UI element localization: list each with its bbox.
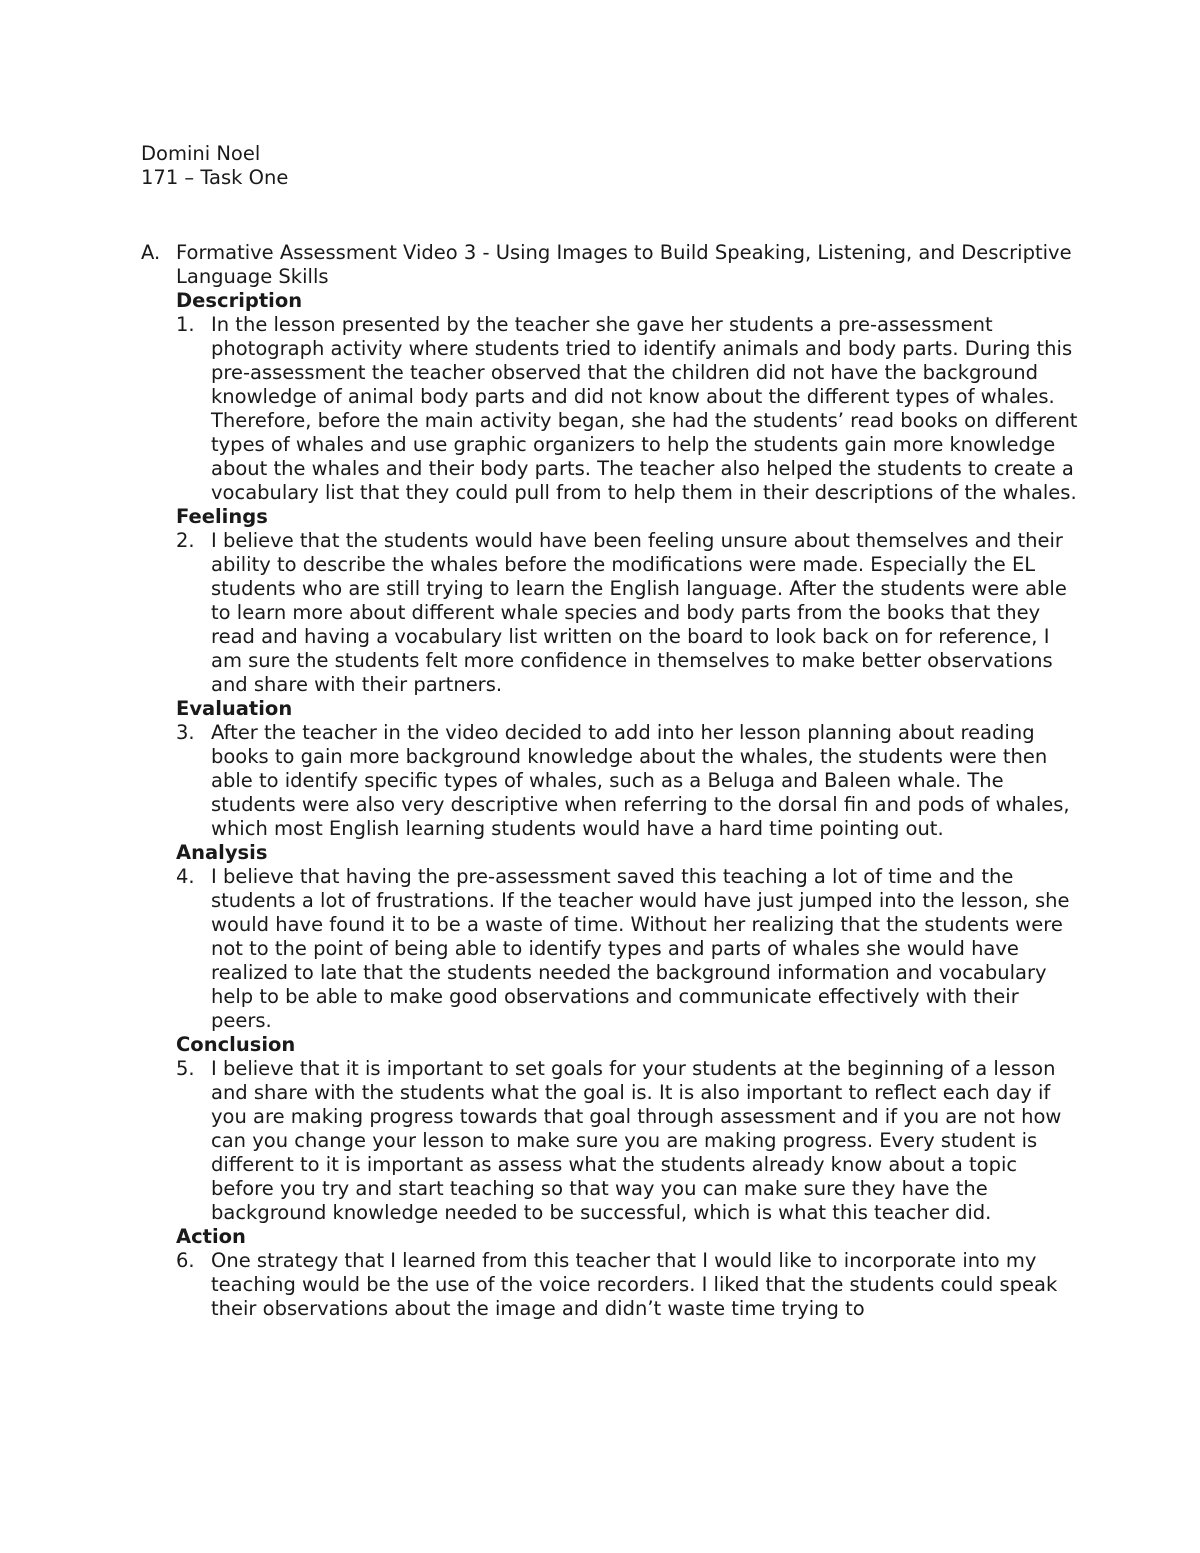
heading-evaluation: Evaluation [176, 697, 293, 720]
list-text: I believe that having the pre-assessment saved this teaching a lot of time and the students a lot of frustrations. If the teacher would have just jumped into the lesson, she would have found it to be a waste of time. Without her realizing that the students were not to the point of being able to identify types and parts of whales she would have realized to late that the students needed the background information and vocabulary help to be able to make good observations and communicate effectively with their peers. [211, 865, 1070, 1032]
heading-conclusion: Conclusion [176, 1033, 296, 1056]
heading-feelings: Feelings [176, 505, 268, 528]
list-text: I believe that the students would have been feeling unsure about themselves and their ability to describe the whales before the modifications were made. Especially the EL students who are still trying to learn the English language. After the students were able to learn more about different whale species and body parts from the books that they read and having a vocabulary list written on the board to look back on for reference, I am sure the students felt more confidence in themselves to make better observations and share with their partners. [211, 529, 1067, 696]
heading-description: Description [176, 289, 303, 312]
list-number: 5. [176, 1057, 195, 1080]
heading-analysis: Analysis [176, 841, 268, 864]
list-text: After the teacher in the video decided to add into her lesson planning about reading books to gain more background knowledge about the whales, the students were then able to identify specific types of whales, such as a Beluga and Baleen whale. The students were also very descriptive when referring to the dorsal fin and pods of whales, which most English learning students would have a hard time pointing out. [211, 721, 1070, 840]
list-number: 6. [176, 1249, 195, 1272]
list-item-4 [176, 865, 1081, 1033]
list-item-5 [176, 1057, 1081, 1225]
list-text: I believe that it is important to set goals for your students at the beginning of a lesson and share with the students what the goal is. It is also important to reflect each day if you are making progress towards that goal through assessment and if you are not how can you change your lesson to make sure you are making progress. Every student is different to it is important as assess what the students already know about a topic before you try and start teaching so that way you can make sure they have the background knowledge needed to be successful, which is what this teacher did. [211, 1057, 1062, 1224]
list-number: 2. [176, 529, 195, 552]
section-body [141, 289, 1081, 1321]
list-item-6 [176, 1249, 1081, 1321]
author-name: Domini Noel [141, 142, 261, 165]
list-item-1 [176, 313, 1081, 505]
list-item-3 [176, 721, 1081, 841]
section-a [141, 241, 1081, 1321]
section-title: Formative Assessment Video 3 - Using Images to Build Speaking, Listening, and Descriptive Language Skills [176, 241, 1072, 288]
section-marker: A. [141, 241, 161, 264]
list-number: 1. [176, 313, 195, 336]
list-number: 4. [176, 865, 195, 888]
heading-action: Action [176, 1225, 246, 1248]
list-item-2 [176, 529, 1081, 697]
section-header [141, 241, 1081, 289]
list-text: In the lesson presented by the teacher she gave her students a pre-assessment photograph activity where students tried to identify animals and body parts. During this pre-assessment the teacher observed that the children did not have the background knowledge of animal body parts and did not know about the different types of whales. Therefore, before the main activity began, she had the students’ read books on different types of whales and use graphic organizers to help the students gain more knowledge about the whales and their body parts. The teacher also helped the students to create a vocabulary list that they could pull from to help them in their descriptions of the whales. [211, 313, 1078, 504]
task-title: 171 – Task One [141, 166, 289, 189]
list-number: 3. [176, 721, 195, 744]
list-text: One strategy that I learned from this teacher that I would like to incorporate into my teaching would be the use of the voice recorders. I liked that the students could speak their observations about the image and didn’t waste time trying to [211, 1249, 1058, 1320]
